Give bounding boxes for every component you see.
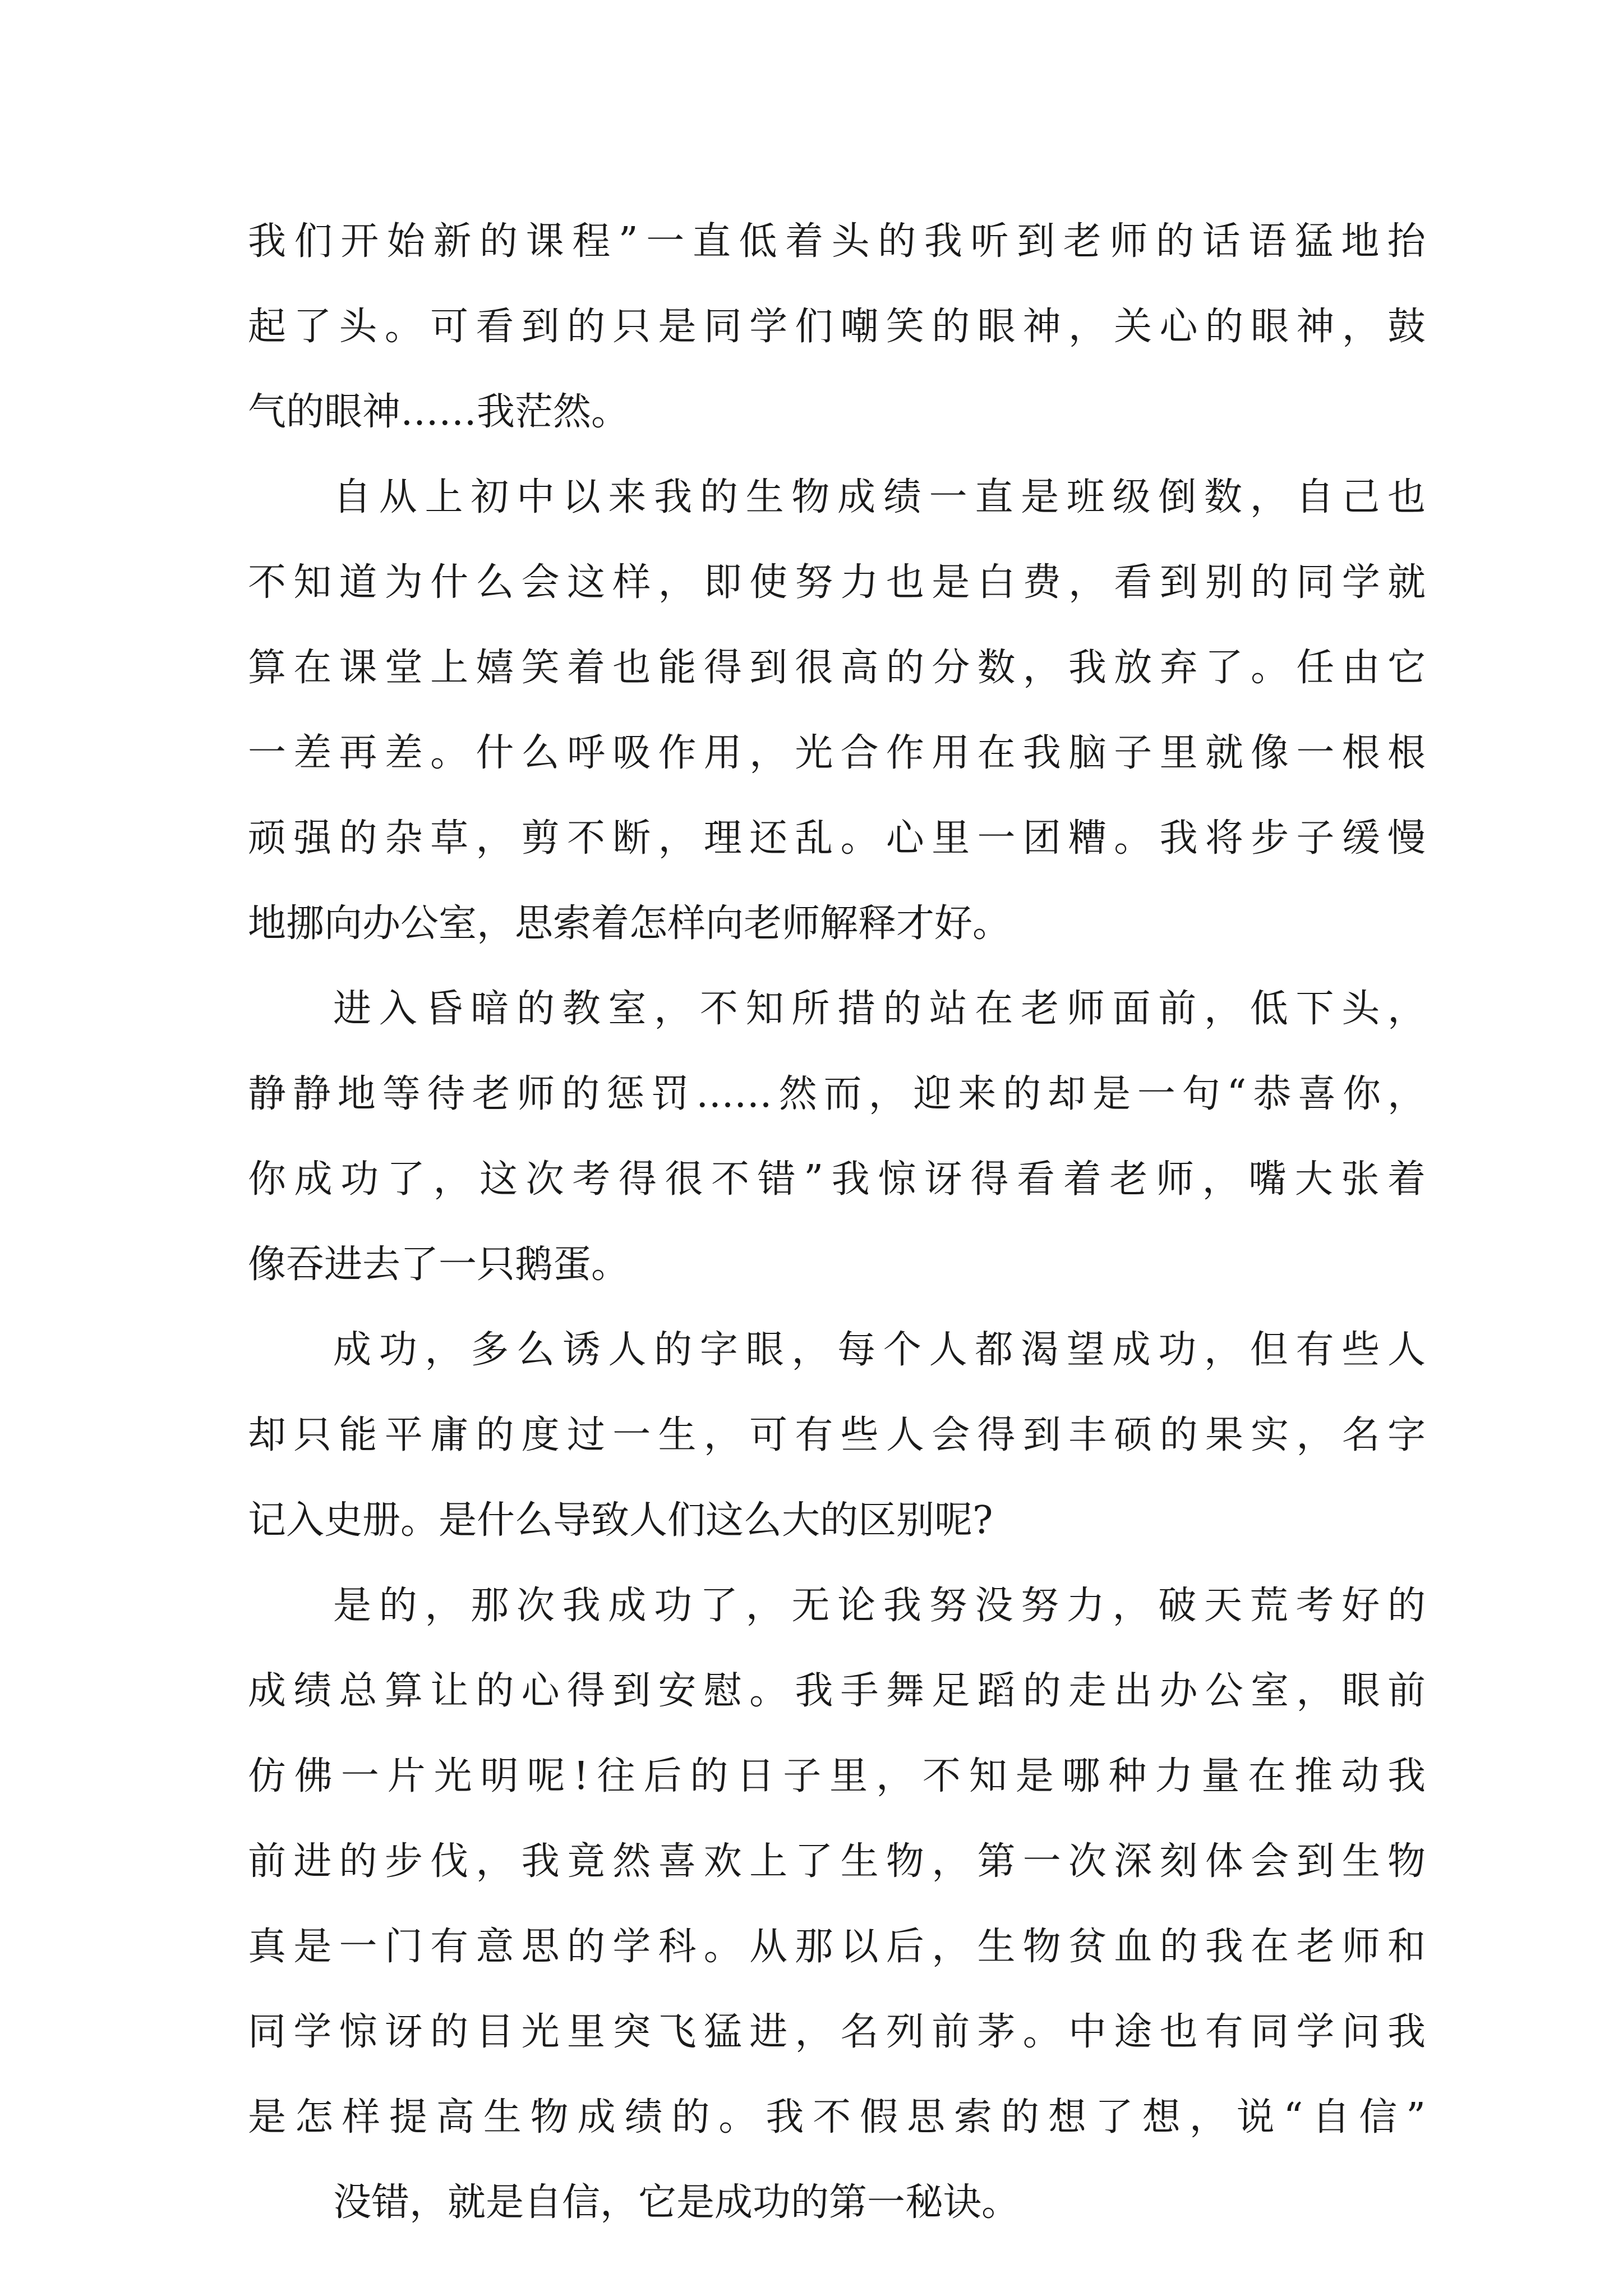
paragraph-first-line: 自从上初中以来我的生物成绩一直是班级倒数，自己也 (333, 475, 1426, 519)
paragraph-first-line: 是的，那次我成功了，无论我努没努力，破天荒考好的 (333, 1584, 1426, 1628)
text-line: 静静地等待老师的惩罚……然而，迎来的却是一句“恭喜你， (248, 1072, 1426, 1116)
text-line: 地挪向办公室，思索着怎样向老师解释才好。 (248, 901, 1011, 946)
text-line: 一差再差。什么呼吸作用，光合作用在我脑子里就像一根根 (248, 731, 1426, 775)
paragraph-first-line: 进入昏暗的教室，不知所措的站在老师面前，低下头， (333, 987, 1426, 1031)
text-line: 不知道为什么会这样，即使努力也是白费，看到别的同学就 (248, 560, 1426, 605)
text-line: 像吞进去了一只鹅蛋。 (248, 1243, 630, 1287)
essay-body (248, 199, 1426, 2246)
text-line: 起了头。可看到的只是同学们嘲笑的眼神，关心的眼神，鼓 (248, 305, 1426, 349)
text-line: 同学惊讶的目光里突飞猛进，名列前茅。中途也有同学问我 (248, 2010, 1426, 2054)
text-line: 我们开始新的课程”一直低着头的我听到老师的话语猛地抬 (248, 219, 1426, 264)
paragraph-first-line: 成功，多么诱人的字眼，每个人都渴望成功，但有些人 (333, 1328, 1426, 1372)
text-line: 你成功了，这次考得很不错”我惊讶得看着老师，嘴大张着 (248, 1157, 1426, 1202)
text-line: 前进的步伐，我竟然喜欢上了生物，第一次深刻体会到生物 (248, 1839, 1426, 1884)
text-line: 是怎样提高生物成绩的。我不假思索的想了想，说“自信” (248, 2095, 1426, 2139)
text-line: 成绩总算让的心得到安慰。我手舞足蹈的走出办公室，眼前 (248, 1669, 1426, 1713)
text-line: 气的眼神……我茫然。 (248, 390, 630, 434)
text-line: 仿佛一片光明呢!往后的日子里，不知是哪种力量在推动我 (248, 1754, 1426, 1798)
paragraph-first-line: 没错，就是自信，它是成功的第一秘诀。 (333, 2180, 1020, 2225)
text-line: 记入史册。是什么导致人们这么大的区别呢? (248, 1498, 993, 1543)
text-line: 真是一门有意思的学科。从那以后，生物贫血的我在老师和 (248, 1925, 1426, 1969)
text-line: 顽强的杂草，剪不断，理还乱。心里一团糟。我将步子缓慢 (248, 816, 1426, 861)
text-line: 算在课堂上嬉笑着也能得到很高的分数，我放弃了。任由它 (248, 646, 1426, 690)
text-line: 却只能平庸的度过一生，可有些人会得到丰硕的果实，名字 (248, 1413, 1426, 1457)
